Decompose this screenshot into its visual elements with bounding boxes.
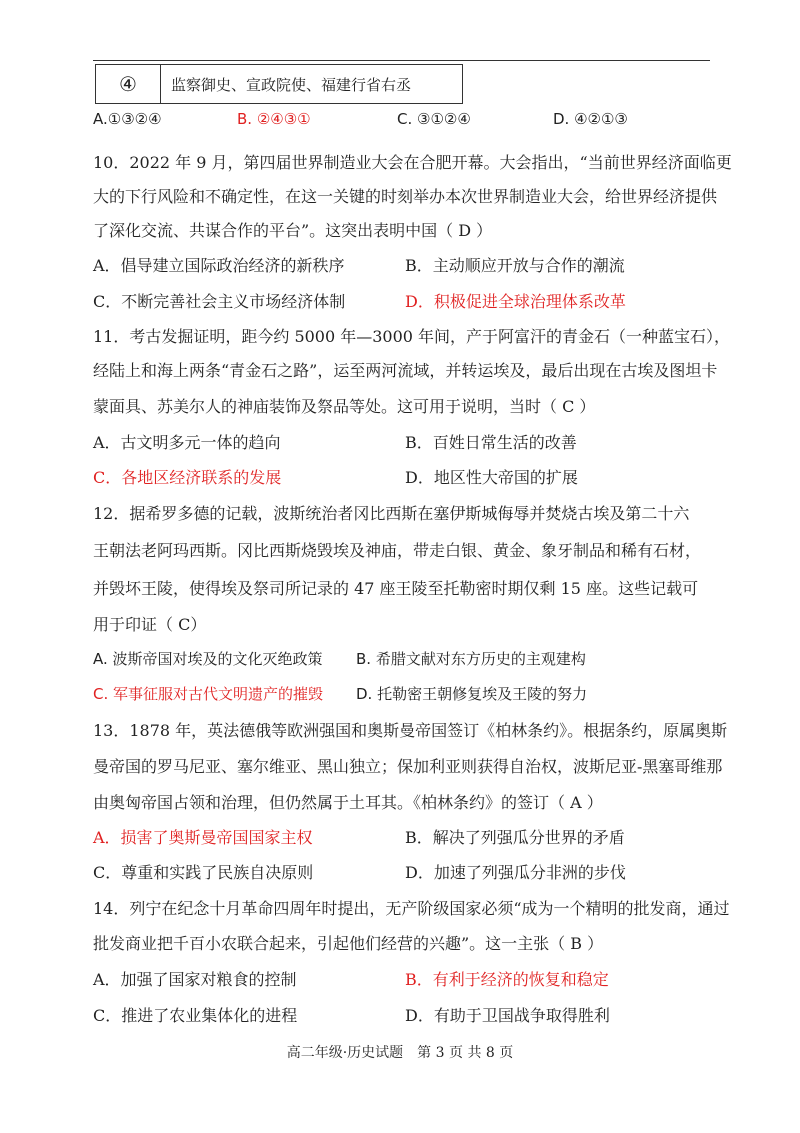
q11-option-c: C．各地区经济联系的发展 (93, 468, 282, 487)
q13-option-d: D．加速了列强瓜分非洲的步伐 (405, 863, 626, 882)
q14-stem-line-1: 14．列宁在纪念十月革命四周年时提出，无产阶级国家必须“成为一个精明的批发商，通过 (93, 899, 730, 918)
q10-stem-line-3: 了深化交流、共谋合作的平台”。这突出表明中国（ D ） (93, 221, 493, 240)
q14-stem-line-2: 批发商业把千百小农联合起来，引起他们经营的兴趣”。这一主张（ B ） (93, 934, 604, 953)
q11-stem-line-2: 经陆上和海上两条“青金石之路”，运至两河流域，并转运埃及，最后出现在古埃及图坦卡 (93, 361, 718, 380)
table-row (96, 65, 463, 104)
table-row-text: 监察御史、宣政院使、福建行省右丞 (161, 65, 463, 104)
page-footer: 高二年级·历史试题 第 3 页 共 8 页 (286, 1045, 514, 1061)
q11-option-d: D．地区性大帝国的扩展 (405, 468, 578, 487)
q13-stem-line-1: 13．1878 年，英法德俄等欧洲强国和奥斯曼帝国签订《柏林条约》。根据条约，原属奥斯 (93, 721, 728, 740)
q12-stem-line-3: 并毁坏王陵，使得埃及祭司所记录的 47 座王陵至托勒密时期仅剩 15 座。这些记载可 (93, 579, 699, 598)
q12-stem-line-2: 王朝法老阿玛西斯。冈比西斯烧毁埃及神庙，带走白银、黄金、象牙制品和稀有石材， (93, 541, 702, 560)
q12-option-d: D. 托勒密王朝修复埃及王陵的努力 (356, 685, 588, 703)
top-rule (93, 60, 710, 61)
q9-option-d: D. ④②①③ (553, 110, 628, 128)
q12-option-a: A. 波斯帝国对埃及的文化灭绝政策 (93, 650, 323, 668)
q14-option-a: A．加强了国家对粮食的控制 (93, 970, 297, 989)
q9-option-b: B. ②④③① (237, 110, 311, 128)
q11-stem-line-3: 蒙面具、苏美尔人的神庙装饰及祭品等处。这可用于说明，当时（ C ） (93, 397, 596, 416)
q12-stem-line-1: 12．据希罗多德的记载，波斯统治者冈比西斯在塞伊斯城侮辱并焚烧古埃及第二十六 (93, 504, 690, 523)
q9-option-c: C. ③①②④ (397, 110, 471, 128)
q13-stem-line-3: 由奥匈帝国占领和治理，但仍然属于土耳其。《柏林条约》的签订（ A ） (93, 793, 603, 812)
q14-option-c: C．推进了农业集体化的进程 (93, 1006, 298, 1025)
q14-option-b: B．有利于经济的恢复和稳定 (405, 970, 609, 989)
q10-option-b: B．主动顺应开放与合作的潮流 (405, 256, 625, 275)
q14-option-d: D．有助于卫国战争取得胜利 (405, 1006, 610, 1025)
q13-option-a: A．损害了奥斯曼帝国国家主权 (93, 828, 313, 847)
q10-option-d: D．积极促进全球治理体系改革 (405, 292, 626, 311)
q11-option-b: B．百姓日常生活的改善 (405, 433, 577, 452)
q13-stem-line-2: 曼帝国的罗马尼亚、塞尔维亚、黑山独立；保加利亚则获得自治权，波斯尼亚-黑塞哥维那 (93, 757, 723, 776)
q9-option-a: A.①③②④ (93, 110, 162, 128)
q13-option-c: C．尊重和实践了民族自决原则 (93, 863, 314, 882)
q12-stem-line-4: 用于印证（ C） (93, 615, 207, 634)
answer-table-fragment (95, 64, 463, 104)
q11-option-a: A．古文明多元一体的趋向 (93, 433, 281, 452)
q10-stem-line-1: 10．2022 年 9 月，第四届世界制造业大会在合肥开幕。大会指出，“当前世界经济面临更 (93, 153, 732, 172)
q10-option-a: A．倡导建立国际政治经济的新秩序 (93, 256, 345, 275)
q13-option-b: B．解决了列强瓜分世界的矛盾 (405, 828, 625, 847)
q11-stem-line-1: 11．考古发掘证明，距今约 5000 年—3000 年间，产于阿富汗的青金石（一种蓝宝石）， (93, 327, 731, 346)
table-row-number: ④ (96, 65, 161, 104)
q10-stem-line-2: 大的下行风险和不确定性，在这一关键的时刻举办本次世界制造业大会，给世界经济提供 (93, 187, 718, 206)
q10-option-c: C．不断完善社会主义市场经济体制 (93, 292, 346, 311)
q12-option-b: B. 希腊文献对东方历史的主观建构 (356, 650, 586, 668)
q12-option-c: C. 军事征服对古代文明遗产的摧毁 (93, 685, 324, 703)
